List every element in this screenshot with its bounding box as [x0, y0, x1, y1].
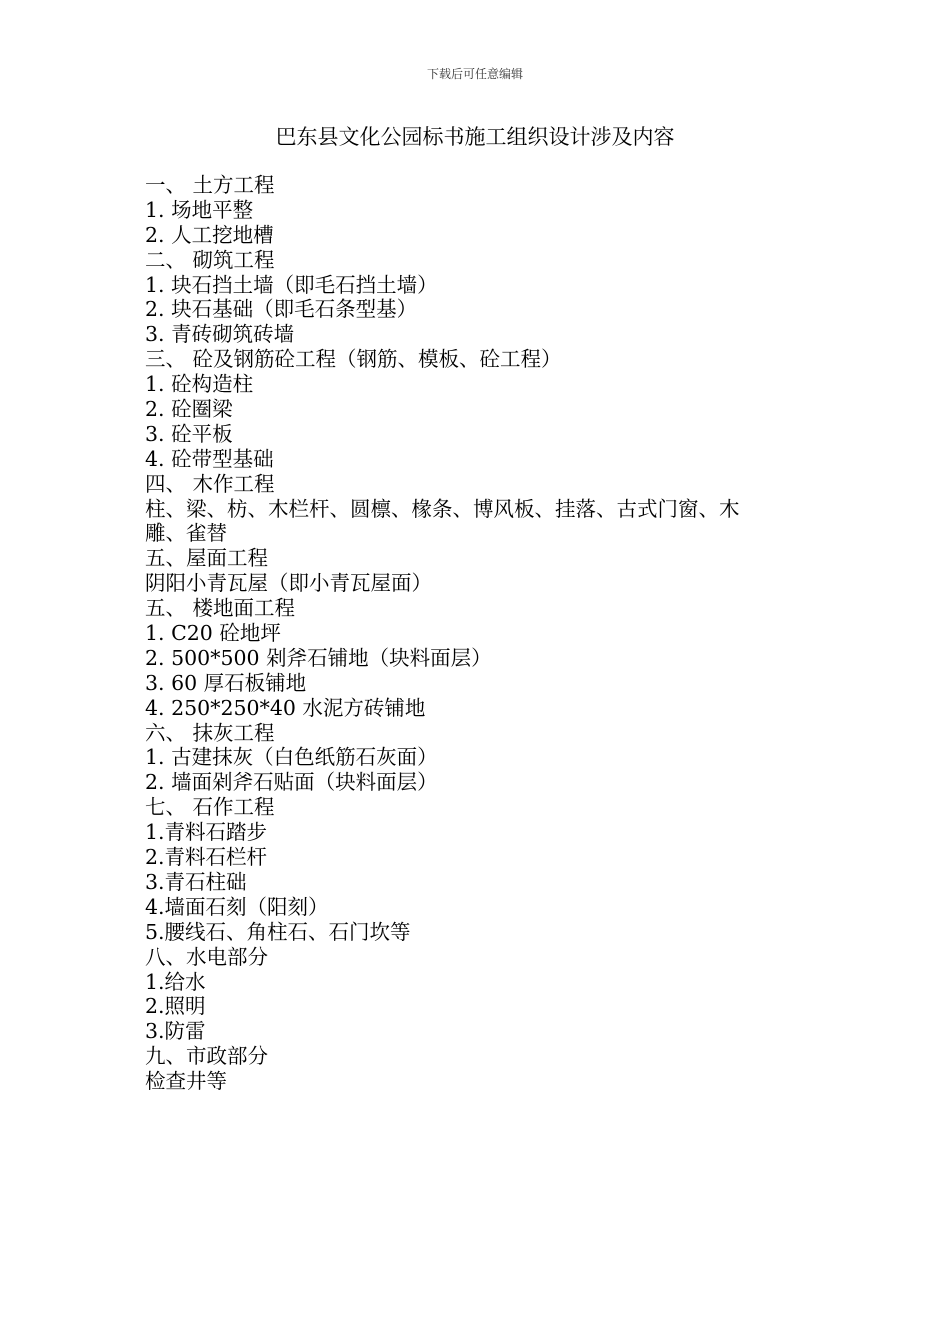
- body-line: 1.青料石踏步: [145, 820, 268, 845]
- body-line: 雕、雀替: [145, 521, 227, 546]
- document-title: 巴东县文化公园标书施工组织设计涉及内容: [275, 125, 675, 149]
- body-line: 3.防雷: [145, 1019, 206, 1044]
- body-line: 1.给水: [145, 969, 206, 994]
- body-line: 五、屋面工程: [145, 546, 268, 571]
- body-line: 3. 青砖砌筑砖墙: [145, 322, 295, 347]
- body-line: 七、 石作工程: [145, 795, 275, 820]
- body-line: 4.墙面石刻（阳刻）: [145, 894, 329, 919]
- body-line: 1. C20 砼地坪: [145, 621, 281, 646]
- body-line: 3. 砼平板: [145, 421, 233, 446]
- body-line: 2. 块石基础（即毛石条型基）: [145, 297, 418, 322]
- body-line: 3.青石柱础: [145, 869, 247, 894]
- body-line: 3. 60 厚石板铺地: [145, 670, 307, 695]
- body-line: 1. 场地平整: [145, 197, 254, 222]
- body-line: 2. 砼圈梁: [145, 397, 233, 422]
- body-line: 5.腰线石、角柱石、石门坎等: [145, 919, 411, 944]
- body-line: 五、 楼地面工程: [145, 596, 296, 621]
- page-header: 下载后可任意编辑: [426, 67, 523, 81]
- document-body: [145, 173, 810, 1094]
- body-line: 2. 500*500 剁斧石铺地（块料面层）: [145, 645, 492, 670]
- body-line: 阴阳小青瓦屋（即小青瓦屋面）: [145, 571, 432, 596]
- body-line: 4. 250*250*40 水泥方砖铺地: [145, 695, 426, 720]
- body-line: 八、水电部分: [145, 944, 268, 969]
- body-line: 九、市政部分: [145, 1044, 268, 1069]
- body-line: 检查井等: [145, 1069, 227, 1094]
- body-line: 二、 砌筑工程: [145, 247, 275, 272]
- body-line: 2.照明: [145, 994, 206, 1019]
- body-line: 三、 砼及钢筋砼工程（钢筋、模板、砼工程）: [145, 347, 562, 372]
- body-line: 1. 砼构造柱: [145, 372, 254, 397]
- body-line: 2. 人工挖地槽: [145, 222, 274, 247]
- body-line: 4. 砼带型基础: [145, 446, 274, 471]
- body-line: 一、 土方工程: [145, 173, 275, 197]
- body-line: 1. 块石挡土墙（即毛石挡土墙）: [145, 272, 438, 297]
- body-line: 1. 古建抹灰（白色纸筋石灰面）: [145, 745, 438, 770]
- body-line: 2. 墙面剁斧石贴面（块料面层）: [145, 770, 438, 795]
- body-line: 柱、梁、枋、木栏杆、圆檩、椽条、博风板、挂落、古式门窗、木: [145, 496, 740, 521]
- body-line: 六、 抹灰工程: [145, 720, 275, 745]
- body-line: 2.青料石栏杆: [145, 845, 268, 870]
- body-line: 四、 木作工程: [145, 471, 275, 496]
